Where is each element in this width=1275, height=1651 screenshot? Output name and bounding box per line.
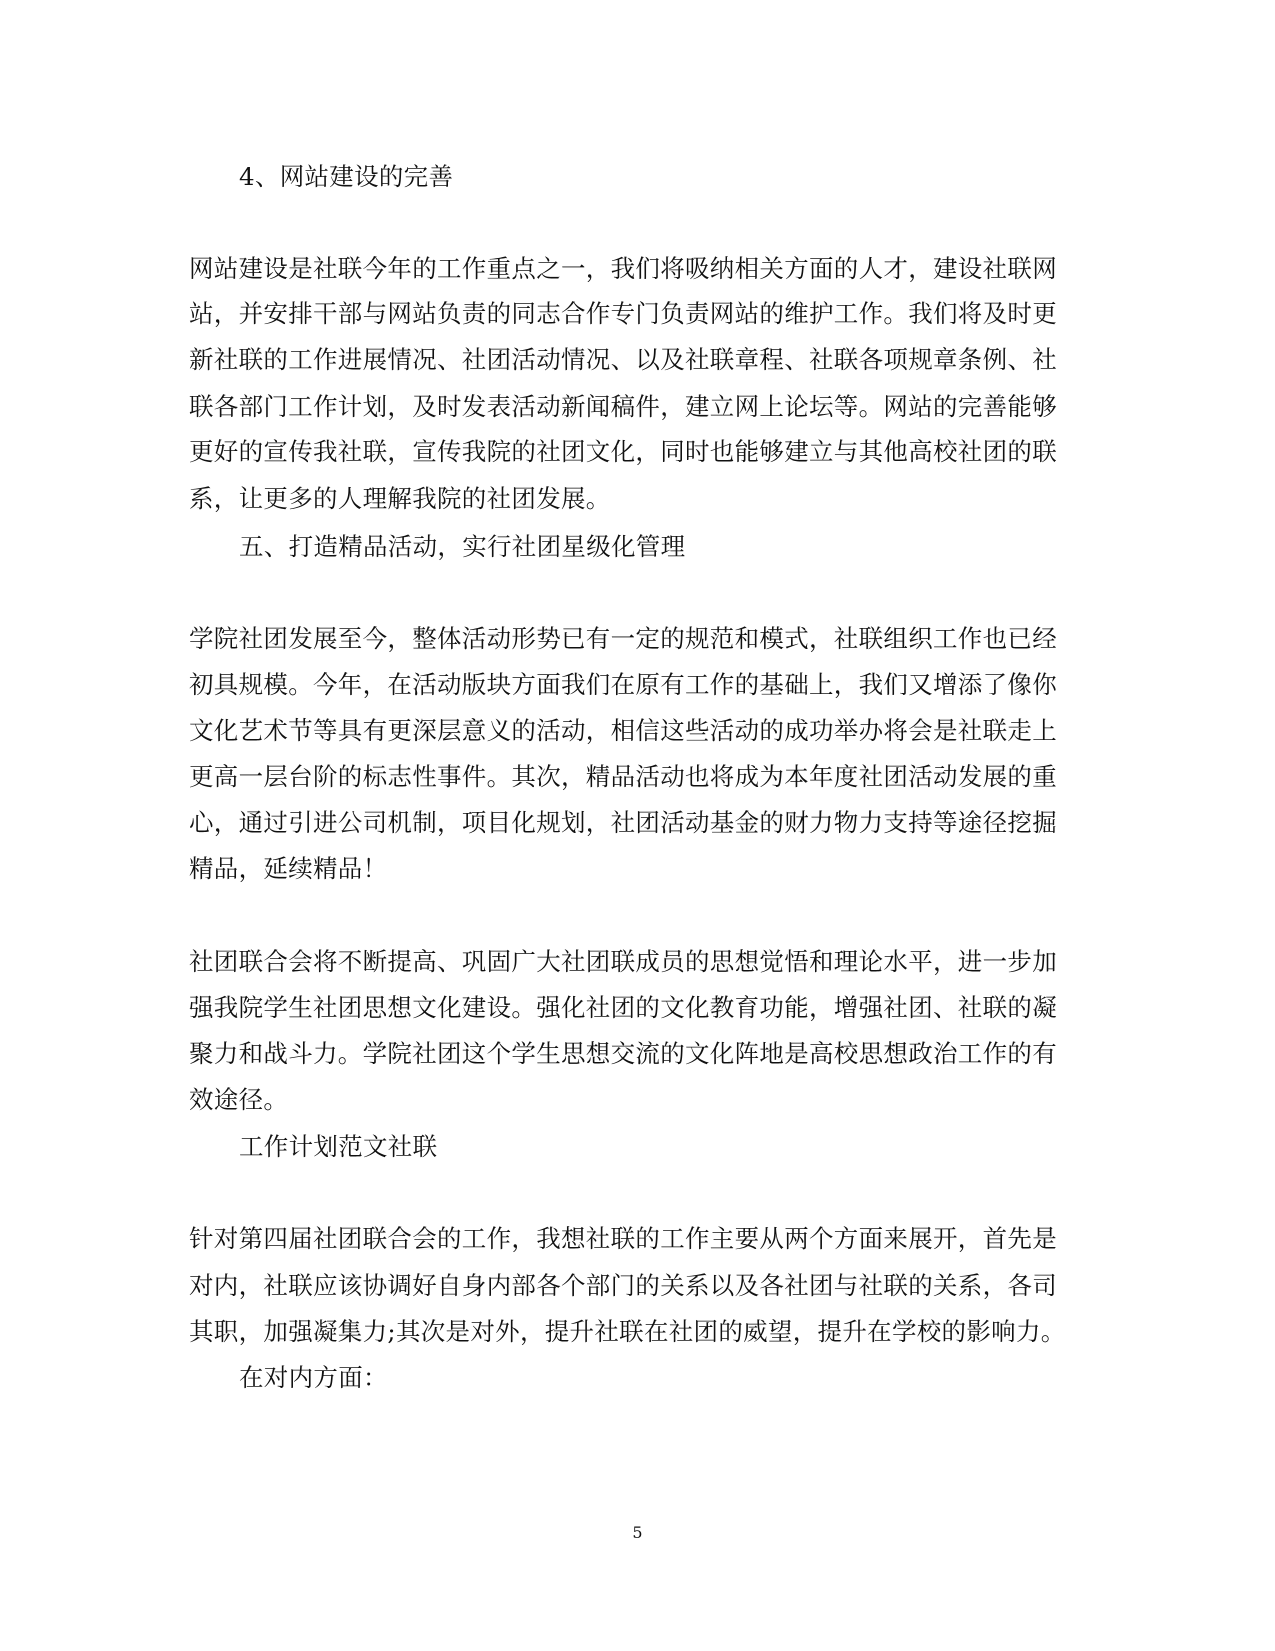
paragraph-line: 系，让更多的人理解我院的社团发展。 [189,484,611,513]
paragraph-line: 心，通过引进公司机制，项目化规划，社团活动基金的财力物力支持等途径挖掘 [189,808,1057,837]
section-heading-plan: 工作计划范文社联 [239,1132,438,1161]
paragraph-line: 学院社团发展至今，整体活动形势已有一定的规范和模式，社联组织工作也已经 [189,624,1057,653]
paragraph-line: 联各部门工作计划，及时发表活动新闻稿件，建立网上论坛等。网站的完善能够 [189,392,1057,421]
closing-line: 在对内方面： [239,1363,388,1392]
paragraph-line: 文化艺术节等具有更深层意义的活动，相信这些活动的成功举办将会是社联走上 [189,716,1057,745]
section-heading-activities: 五、打造精品活动，实行社团星级化管理 [239,532,686,561]
paragraph-line: 社团联合会将不断提高、巩固广大社团联成员的思想觉悟和理论水平，进一步加 [189,947,1057,976]
paragraph-line: 聚力和战斗力。学院社团这个学生思想交流的文化阵地是高校思想政治工作的有 [189,1039,1057,1068]
paragraph-line: 强我院学生社团思想文化建设。强化社团的文化教育功能，增强社团、社联的凝 [189,993,1057,1022]
paragraph-line: 更好的宣传我社联，宣传我院的社团文化，同时也能够建立与其他高校社团的联 [189,437,1057,466]
paragraph-line: 更高一层台阶的标志性事件。其次，精品活动也将成为本年度社团活动发展的重 [189,762,1057,791]
section-heading-website: 4、网站建设的完善 [239,162,454,191]
paragraph-line: 网站建设是社联今年的工作重点之一，我们将吸纳相关方面的人才，建设社联网 [189,254,1057,283]
page-number: 5 [632,1523,643,1542]
paragraph-line: 其职，加强凝集力;其次是对外，提升社联在社团的威望，提升在学校的影响力。 [189,1317,1066,1346]
paragraph-line: 对内，社联应该协调好自身内部各个部门的关系以及各社团与社联的关系，各司 [189,1271,1057,1300]
paragraph-line: 新社联的工作进展情况、社团活动情况、以及社联章程、社联各项规章条例、社 [189,345,1057,374]
paragraph-line: 针对第四届社团联合会的工作，我想社联的工作主要从两个方面来展开，首先是 [189,1224,1057,1253]
paragraph-line: 站，并安排干部与网站负责的同志合作专门负责网站的维护工作。我们将及时更 [189,299,1057,328]
paragraph-line: 初具规模。今年，在活动版块方面我们在原有工作的基础上，我们又增添了像你 [189,670,1057,699]
paragraph-line: 精品，延续精品！ [189,854,388,883]
paragraph-line: 效途径。 [189,1085,289,1114]
